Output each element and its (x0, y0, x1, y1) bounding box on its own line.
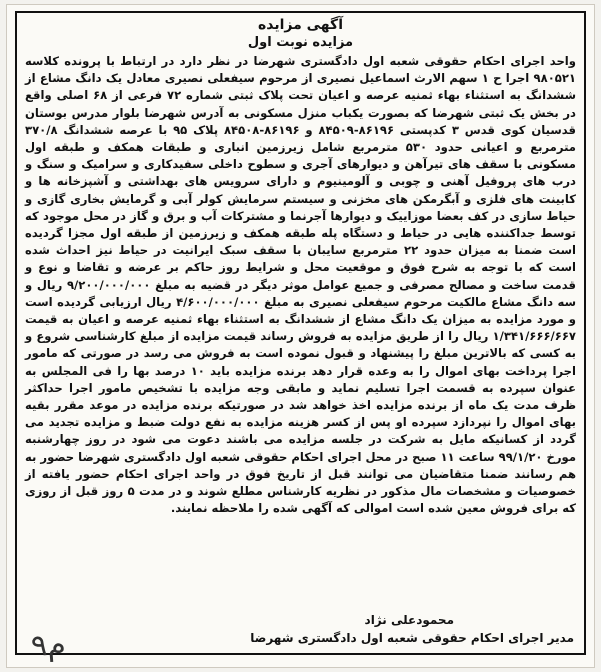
signature-title: مدیر اجرای احکام حقوقی شعبه اول دادگستری شهرضا (250, 631, 574, 645)
signature-block (250, 611, 574, 647)
notice-frame (15, 11, 586, 665)
notice-body: واحد اجرای احکام حقوقی شعبه اول دادگستری شهرضا در نظر دارد در ارتباط با پرونده کلاسه ۹۸۰۵۲۱ اجرا ح ۱ سهم الارث اسماعیل نصیری از مرحوم سیفعلی نصیری معادل یک دانگ مشاع از ششدانگ به استثناء بهاء ثمنیه عرصه و اعیان تحت پلاک ثبتی شماره ۷۲ فرعی از ۶۸ اصلی واقع در بخش یک ثبتی شهرضا که بصورت یکباب منزل مسکونی به آدرس شهرضا بلوار مدرس بوستان قدسیان کوی قدس ۳ کدپستی ۸۶۱۹۶-۸۴۵۰۹ و ۸۶۱۹۶-۸۴۵۰۸ پلاک ۹۵ با عرصه ششدانگ ۳۷۰/۸ مترمربع و اعیانی حدود ۵۳۰ مترمربع شامل زیرزمین انباری و طبقات همکف و طبقه اول مسکونی با سقف های تیرآهن و دیوارهای آجری و سطوح داخلی سفیدکاری و سرامیک و سنگ و درب های پروفیل آهنی و چوبی و آلومینیوم و دارای سرویس های بهداشتی و آشپزخانه ها و کابینت های فلزی و آبگرمکن های مخزنی و سیستم سرمایش کولر آبی و گرمایش بخاری گازی و حیاط سازی در کف بعضا موزاییک و دیوارها آجرنما و مشترکات آب و برق و گاز در محل موجود که توسط جداکننده هایی در حیاط و دستگاه پله طبقه همکف و زیرزمین از طبقه اول مجزا گردیده است ضمنا به میزان حدود ۲۲ مترمربع سایبان با سقف سبک ایرانیت در حیاط نیز احداث شده است که با توجه به شرح فوق و موقعیت محل و شرایط روز حاکم بر عرضه و تقاضا و نوع و قدمت ساخت و مصالح مصرفی و جمیع عوامل موثر دیگر در قضیه به مبلغ ۹/۲۰۰/۰۰۰/۰۰۰ ریال و سه دانگ مشاع مالکیت مرحوم سیفعلی نصیری به مبلغ ۴/۶۰۰/۰۰۰/۰۰۰ ریال ارزیابی گردیده است و مورد مزایده به میزان یک دانگ مشاع از ششدانگ به استثناء بهاء ثمنیه عرصه و اعیان به قیمت ۱/۳۴۱/۶۶۶/۶۶۷ ریال را از طریق مزایده به فروش رساند قیمت مزایده از مبلغ کارشناسی شروع و به کسی که بالاترین مبلغ را پیشنهاد و قبول نموده است به فروش می رسد در صورتی که مامور اجرا پرداخت بهای اموال را به وعده قرار دهد برنده مزایده باید ۱۰ درصد بها را فی المجلس به عنوان سپرده به قسمت اجرا تسلیم نماید و مابقی وجه مزایده با تشخیص مامور اجرا حداکثر ظرف مدت یک ماه از برنده مزایده اخذ خواهد شد در صورتیکه برنده مزایده در موعد مقرر بقیه بهای اموال را نپردازد سپرده او پس از کسر هزینه مزایده به نفع دولت ضبط و مزایده تجدید می گردد از کسانیکه مایل به شرکت در جلسه مزایده می باشند دعوت می شود در روز چهارشنبه مورخ ۹۹/۱/۲۰ ساعت ۱۱ صبح در محل اجرای احکام حقوقی شعبه اول دادگستری شهرضا حضور به هم رسانند ضمنا متقاضیان می توانند قبل از تاریخ فوق در واحد اجرای احکام حضور یافته از خصوصیات و مشخصات مال مذکور در نظریه کارشناس مطلع شوند و در مدت ۵ روز قبل از روزی که برای فروش معین شده است اموالی که آگهی شده را ملاحظه نمایند. (24, 54, 577, 516)
notice-subtitle: مزایده نوبت اول (247, 35, 354, 50)
handwritten-stamp: م۹ (29, 626, 67, 665)
newspaper-clipping (6, 4, 595, 668)
notice-title: آگهی مزایده (257, 17, 343, 33)
signature-name: محمودعلی نژاد (364, 613, 454, 627)
